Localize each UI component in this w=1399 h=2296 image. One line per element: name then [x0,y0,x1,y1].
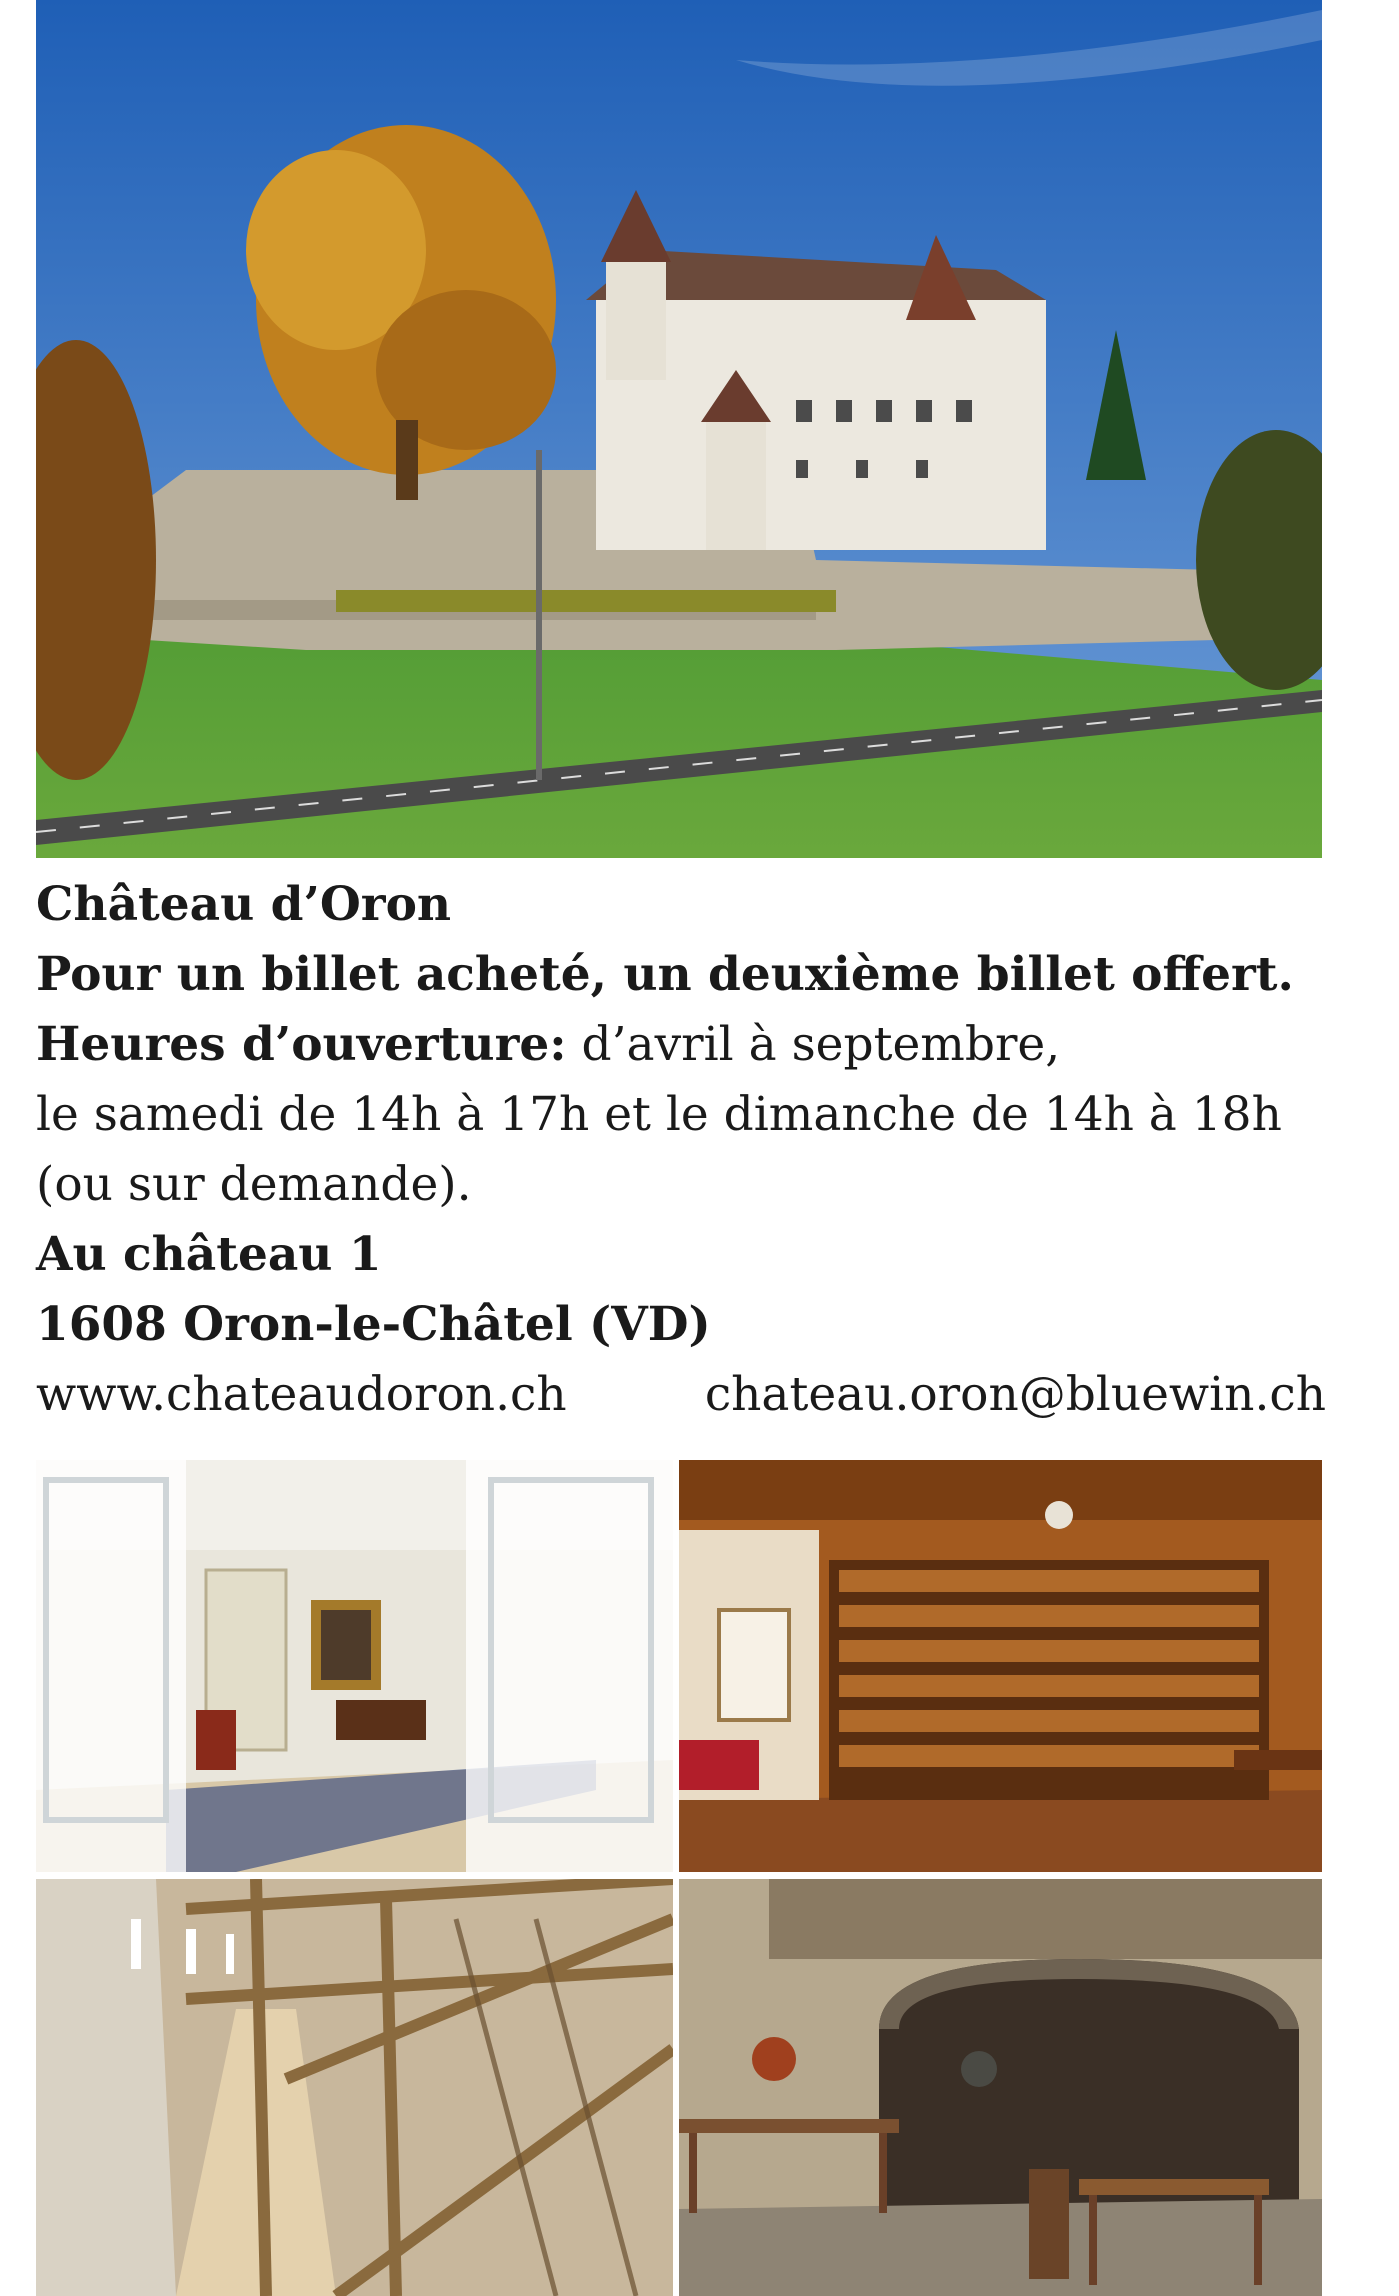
library-illustration [679,1460,1322,1872]
attic-photo [36,1879,673,2296]
library-photo [679,1460,1322,1872]
opening-hours [36,1010,1326,1080]
address-street: Au château 1 [36,1227,382,1282]
website-link[interactable]: www.chateaudoron.ch [36,1367,567,1422]
castle-name: Château d’Oron [36,877,452,932]
email-link[interactable]: chateau.oron@bluewin.ch [704,1367,1326,1422]
castle-photo [36,0,1322,858]
opening-months: d’avril à septembre, [566,1017,1061,1072]
salon-illustration [36,1460,673,1872]
opening-hours-label: Heures d’ouverture: [36,1017,567,1072]
opening-days: le samedi de 14h à 17h et le dimanche de 14h à 18h [36,1087,1282,1142]
salon-photo [36,1460,673,1872]
castle-info [36,870,1326,1432]
opening-note: (ou sur demande). [36,1157,472,1212]
attic-illustration [36,1879,673,2296]
castle-illustration [36,0,1322,858]
kitchen-photo [679,1879,1322,2296]
contact-row [36,1360,1326,1432]
ticket-offer: Pour un billet acheté, un deuxième billet offert. [36,947,1294,1002]
address-city: 1608 Oron-le-Châtel (VD) [36,1297,711,1352]
interior-photo-grid [36,1460,1322,2296]
kitchen-illustration [679,1879,1322,2296]
